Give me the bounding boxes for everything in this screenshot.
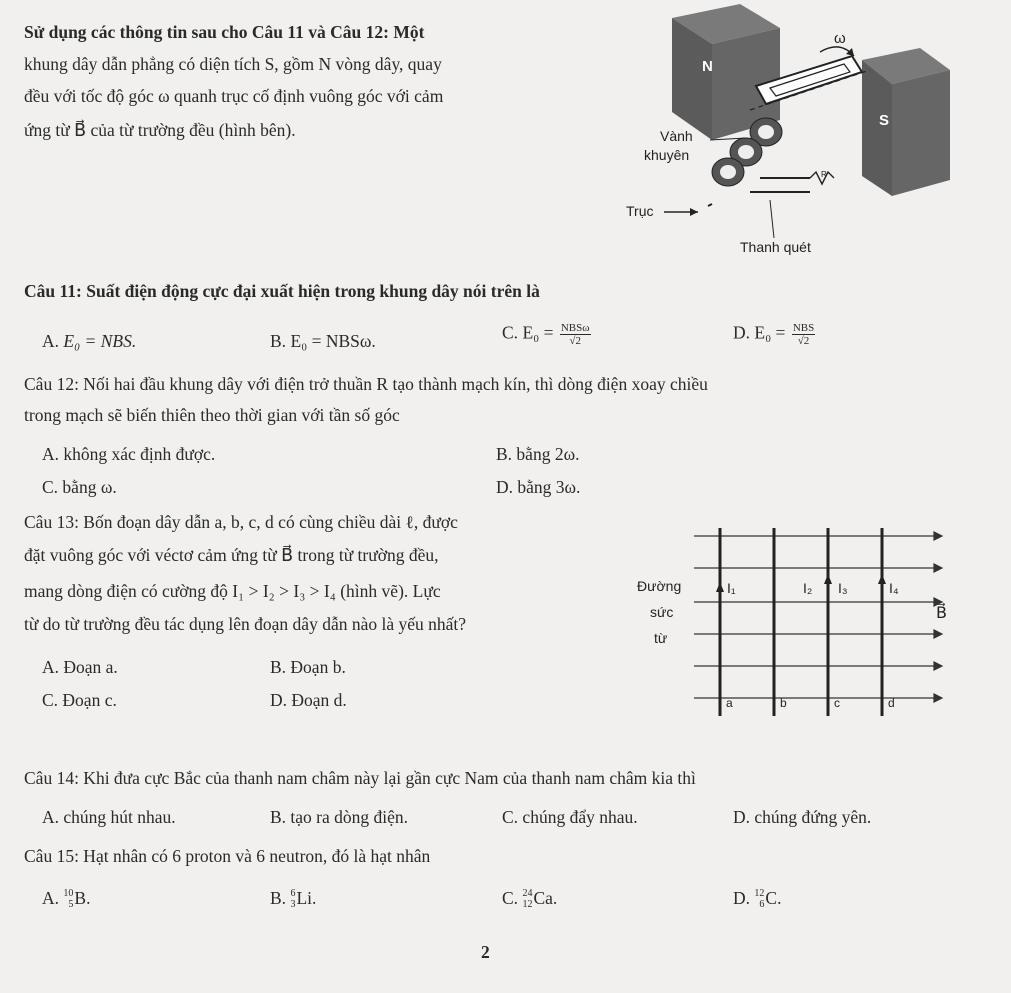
tu-label: từ [654, 630, 668, 646]
wire-d-label: d [888, 696, 895, 710]
field-lines-figure [690, 520, 950, 720]
duong-label: Đường [637, 578, 682, 594]
q14-option-b: B. tạo ra dòng điện. [270, 807, 409, 827]
current-i3-label: I₃ [838, 580, 848, 596]
q13-option-b: B. Đoạn b. [270, 657, 346, 677]
q11-option-d: D. E₀ = $\frac{\text{NBS}}{√2}$ [733, 322, 815, 348]
page-number: 2 [481, 942, 490, 962]
pole-n-label: N [702, 58, 713, 75]
thanh-quet-label: Thanh quét [740, 239, 811, 255]
omega-label: ω [834, 30, 846, 47]
q15-option-c: C. 24 12 Ca. [502, 888, 558, 910]
khuyen-label: khuyên [644, 147, 690, 163]
q14-option-d: D. chúng đứng yên. [733, 807, 872, 827]
q11-d-fraction: $\frac{\text{NBS}}{√2}$ [792, 322, 815, 348]
q12-option-b: B. bằng 2ω. [496, 444, 580, 464]
q12-option-a: A. không xác định được. [42, 444, 216, 464]
q13-option-d: D. Đoạn d. [270, 690, 347, 710]
intro-line-1: Sử dụng các thông tin sau cho Câu 11 và Câu 12: Một [24, 22, 425, 42]
current-i2-label: I₂ [803, 580, 813, 596]
q14-option-a: A. chúng hút nhau. [42, 807, 176, 827]
current-i1-label: I₁ [727, 580, 736, 596]
b-vector-label: B⃗ [936, 605, 947, 622]
q11-option-b: B. E₀ = NBSω. [270, 331, 376, 351]
q11-stem: Câu 11: Suất điện động cực đại xuất hiện trong khung dây nói trên là [24, 281, 540, 301]
wire-b-label: b [780, 696, 787, 710]
q15-c-nuclide: 24 12 [522, 888, 533, 910]
vanh-label: Vành [660, 128, 693, 144]
q15-d-nuclide: 12 6 [754, 888, 765, 910]
r-label: R [821, 170, 827, 179]
q12-stem-line-1: Câu 12: Nối hai đầu khung dây với điện trở thuần R tạo thành mạch kín, thì dòng điện xoay chiều [24, 374, 708, 394]
q15-option-d: D. 12 6 C. [733, 888, 782, 910]
q13-option-c: C. Đoạn c. [42, 690, 117, 710]
q15-b-nuclide: 6 3 [290, 888, 296, 910]
truc-label: Trục [626, 203, 654, 219]
suc-label: sức [650, 604, 674, 620]
q11-option-a: A. E₀ = NBS. [42, 331, 137, 351]
intro-line-4: ứng từ B⃗ của từ trường đều (hình bên). [24, 120, 296, 140]
q13-line-2: đặt vuông góc với véctơ cảm ứng từ B⃗ trong từ trường đều, [24, 545, 439, 565]
q13-line-3: mang dòng điện có cường độ I₁ > I₂ > I₃ > I₄ (hình vẽ). Lực [24, 581, 441, 601]
q12-stem-line-2: trong mạch sẽ biến thiên theo thời gian với tần số góc [24, 405, 400, 425]
q15-option-a: A. 10 5 B. [42, 888, 91, 910]
q13-option-a: A. Đoạn a. [42, 657, 118, 677]
q15-option-b: B. 6 3 Li. [270, 888, 317, 910]
q15-a-nuclide: 10 5 [63, 888, 74, 910]
wire-c-label: c [834, 696, 840, 710]
intro-line-3: đều với tốc độ góc ω quanh trục cố định vuông góc với cảm [24, 86, 444, 106]
q14-stem: Câu 14: Khi đưa cực Bắc của thanh nam châm này lại gần cực Nam của thanh nam châm kia thì [24, 768, 696, 788]
wire-a-label: a [726, 696, 733, 710]
q12-option-c: C. bằng ω. [42, 477, 117, 497]
q12-option-d: D. bằng 3ω. [496, 477, 581, 497]
intro-line-2: khung dây dẫn phẳng có diện tích S, gồm N vòng dây, quay [24, 54, 442, 74]
q11-c-fraction: $\frac{\text{NBSω}}{√2}$ [560, 322, 590, 348]
q14-option-c: C. chúng đẩy nhau. [502, 807, 638, 827]
current-i4-label: I₄ [889, 580, 899, 596]
pole-s-label: S [879, 112, 890, 129]
q13-line-4: từ do từ trường đều tác dụng lên đoạn dây dẫn nào là yếu nhất? [24, 614, 467, 634]
q13-line-1: Câu 13: Bốn đoạn dây dẫn a, b, c, d có cùng chiều dài ℓ, được [24, 512, 458, 532]
q15-stem: Câu 15: Hạt nhân có 6 proton và 6 neutron, đó là hạt nhân [24, 846, 431, 866]
q11-option-c: C. E₀ = $\frac{\text{NBSω}}{√2}$ [502, 322, 590, 348]
